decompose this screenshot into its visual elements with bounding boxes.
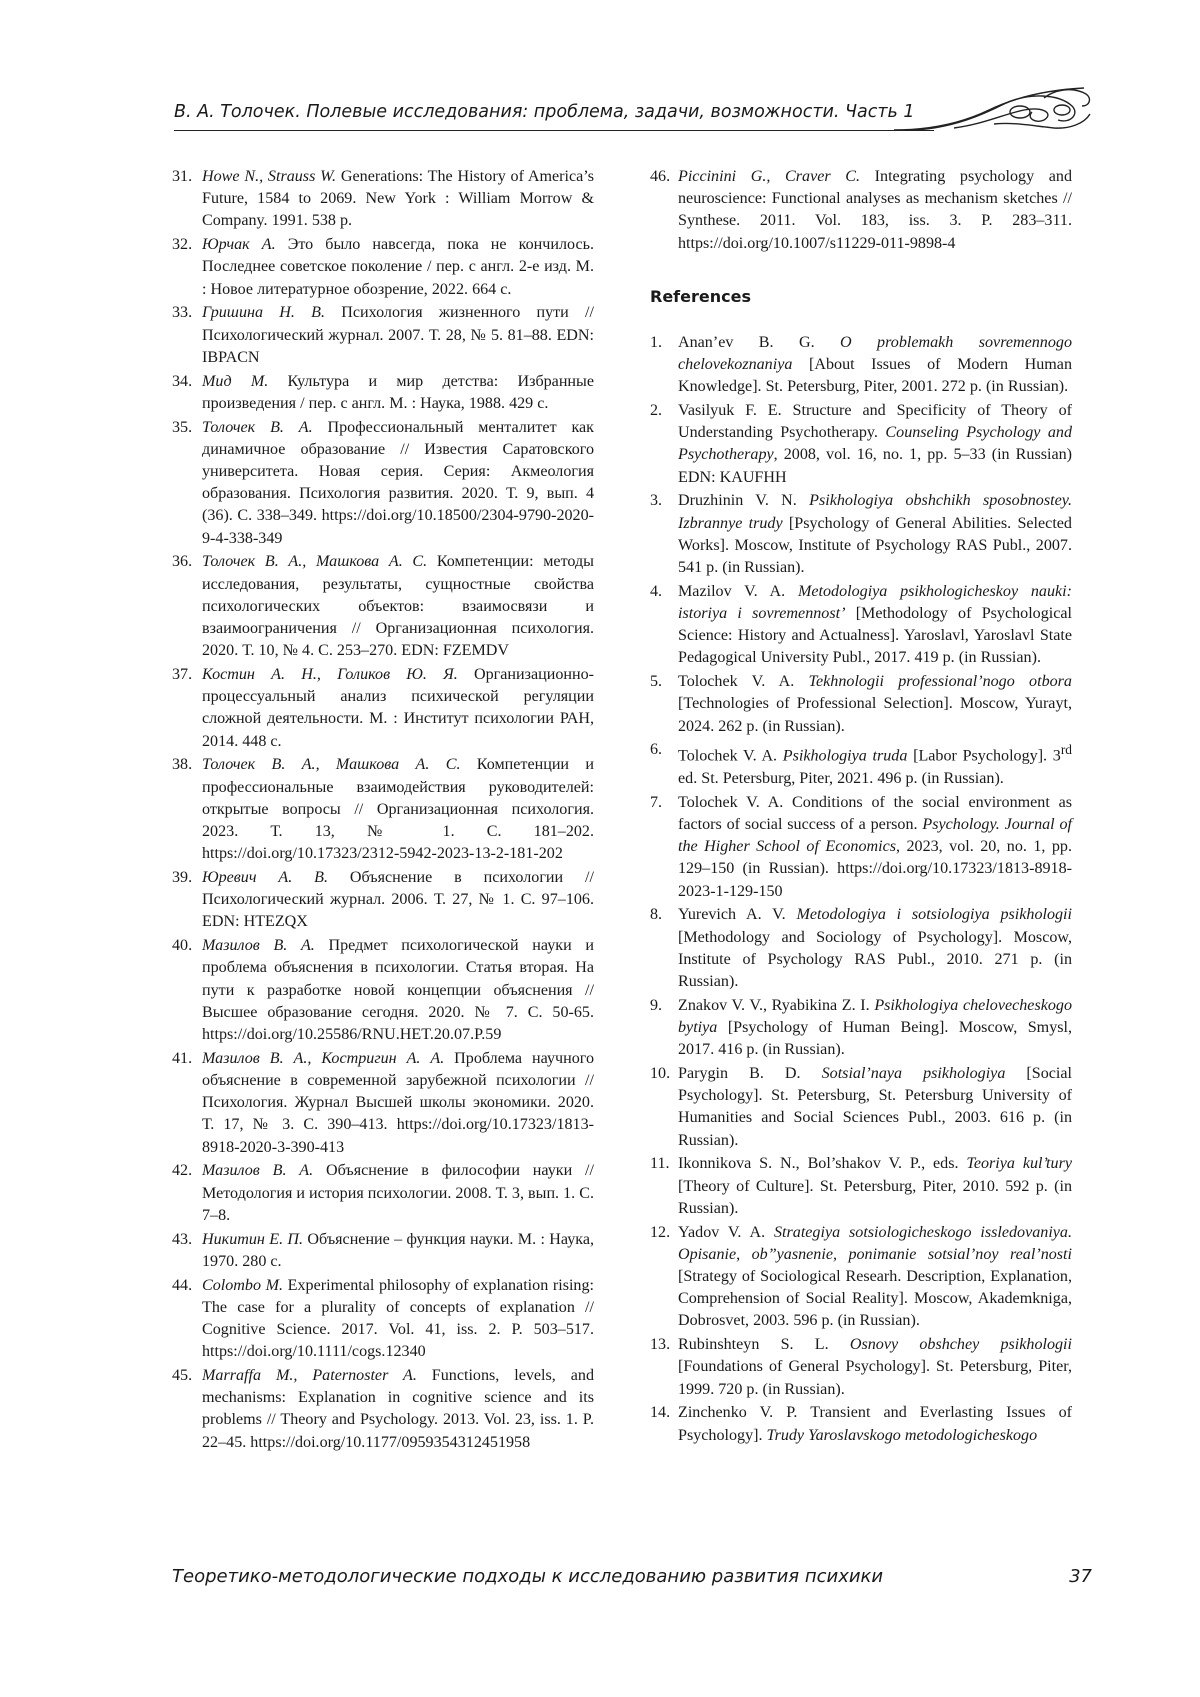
reference-pre: Tolochek V. A. xyxy=(678,673,809,690)
running-header xyxy=(174,92,1092,134)
reference-number: 31. xyxy=(172,166,192,188)
reference-number: 2. xyxy=(650,400,662,422)
reference-number: 40. xyxy=(172,935,192,957)
reference-authors: Юрчак А. xyxy=(202,236,276,253)
reference-number: 38. xyxy=(172,754,192,776)
reference-title: Psikhologiya truda xyxy=(783,748,908,765)
header-rule xyxy=(174,130,934,131)
reference-text: Integrating psychology and neuroscience: Functional analyses as mechanism sketches // Synthese. 2011. Vol. 183, iss. 3. P. 283–311. https://doi.org/10.1007/s11229-011-9898-4 xyxy=(678,168,1072,252)
reference-number: 6. xyxy=(650,739,662,761)
reference-item xyxy=(172,417,594,550)
reference-item xyxy=(172,1048,594,1159)
reference-title: Teoriya kul’tury xyxy=(966,1155,1072,1172)
reference-item xyxy=(650,1153,1072,1220)
reference-authors: Гришина Н. В. xyxy=(202,304,325,321)
reference-text: Компетенции и профессиональные взаимодействия руководителей: открытые вопросы // Организационная психология. 2023. Т. 13, № 1. С. 181–202. https://doi.org/10.17323/2312-5942-2023-13-2-181-202 xyxy=(202,756,594,862)
reference-authors: Толочек В. А., Машкова А. С. xyxy=(202,756,460,773)
reference-post: [Foundations of General Psychology]. St. Petersburg, Piter, 1999. 720 p. (in Russian). xyxy=(678,1358,1072,1397)
references-heading: References xyxy=(650,287,1072,306)
reference-text: Объяснение в психологии // Психологический журнал. 2006. Т. 27, № 1. С. 97–106. EDN: HTEZQX xyxy=(202,869,594,930)
reference-number: 35. xyxy=(172,417,192,439)
reference-number: 8. xyxy=(650,904,662,926)
reference-pre: Tolochek V. A. Conditions of the social environment as factors of social success of a person. xyxy=(678,794,1072,833)
reference-authors: Marraffa M., Paternoster A. xyxy=(202,1367,417,1384)
reference-item xyxy=(650,1222,1072,1333)
reference-authors: Толочек В. А., Машкова А. С. xyxy=(202,553,427,570)
reference-authors: Мазилов В. А., Костригин А. А. xyxy=(202,1050,444,1067)
reference-item xyxy=(650,1402,1072,1446)
reference-pre: Zinchenko V. P. Transient and Everlasting Issues of Psychology]. xyxy=(678,1404,1072,1443)
reference-post: [Methodology and Sociology of Psychology]. Moscow, Institute of Psychology RAS Publ., 2010. 271 p. (in Russian). xyxy=(678,929,1072,990)
reference-item xyxy=(172,1160,594,1227)
reference-superscript: rd xyxy=(1061,742,1072,757)
reference-item xyxy=(650,1063,1072,1152)
reference-post: [About Issues of Modern Human Knowledge]. St. Petersburg, Piter, 2001. 272 p. (in Russian). xyxy=(678,356,1072,395)
reference-authors: Толочек В. А. xyxy=(202,419,313,436)
reference-authors: Юревич А. В. xyxy=(202,869,328,886)
reference-item xyxy=(650,904,1072,993)
reference-text: Проблема научного объяснение в современной зарубежной психологии // Психология. Журнал Высшей школы экономики. 2020. Т. 17, № 3. С. 390–413. https://doi.org/10.17323/1813-8918-2020-3-390-413 xyxy=(202,1050,594,1156)
reference-post: [Social Psychology]. St. Petersburg, St. Petersburg University of Humanities and Social Sciences Publ., 2003. 616 p. (in Russian). xyxy=(678,1065,1072,1149)
reference-pre: Mazilov V. A. xyxy=(678,583,798,600)
reference-title: O problemakh sovremennogo chelovekoznaniya xyxy=(678,334,1072,373)
reference-number: 37. xyxy=(172,664,192,686)
reference-text: Предмет психологической науки и проблема объяснения в психологии. Статья вторая. На пути к разработке новой концепции объяснения // Высшее образование сегодня. 2020. № 7. С. 50-65. https://doi.org/10.25586/RNU.HET.20.07.P.59 xyxy=(202,937,594,1043)
reference-item xyxy=(172,664,594,753)
reference-item xyxy=(650,739,1072,790)
reference-title: Trudy Yaroslavskogo metodologicheskogo xyxy=(767,1427,1038,1444)
reference-post: [Theory of Culture]. St. Petersburg, Piter, 2010. 592 p. (in Russian). xyxy=(678,1178,1072,1217)
reference-number: 33. xyxy=(172,302,192,324)
reference-text: Experimental philosophy of explanation rising: The case for a plurality of concepts of explanation // Cognitive Science. 2017. Vol. 41, iss. 2. P. 503–517. https://doi.org/10.1111/cogs.12340 xyxy=(202,1277,594,1361)
reference-number: 9. xyxy=(650,995,662,1017)
reference-item xyxy=(172,371,594,415)
reference-number: 12. xyxy=(650,1222,670,1244)
reference-number: 46. xyxy=(650,166,670,188)
reference-item xyxy=(172,935,594,1046)
reference-pre: Parygin B. D. xyxy=(678,1065,822,1082)
reference-number: 42. xyxy=(172,1160,192,1182)
running-footer xyxy=(172,1566,1092,1596)
reference-number: 11. xyxy=(650,1153,670,1175)
reference-title: Tekhnologii professional’nogo otbora xyxy=(809,673,1072,690)
reference-text: Психология жизненного пути // Психологический журнал. 2007. Т. 28, № 5. 81–88. EDN: IBPACN xyxy=(202,304,594,365)
reference-pre: Yurevich A. V. xyxy=(678,906,796,923)
reference-title: Metodologiya psikhologicheskoy nauki: istoriya i sovremennost’ xyxy=(678,583,1072,622)
reference-post: [Technologies of Professional Selection]. Moscow, Yurayt, 2024. 262 p. (in Russian). xyxy=(678,695,1072,734)
reference-item xyxy=(172,754,594,865)
right-column-references xyxy=(650,166,1072,1448)
journal-page xyxy=(0,0,1200,1697)
reference-number: 5. xyxy=(650,671,662,693)
reference-number: 44. xyxy=(172,1275,192,1297)
reference-authors: Piccinini G., Craver C. xyxy=(678,168,860,185)
reference-text: Это было навсегда, пока не кончилось. Последнее советское поколение / пер. с англ. 2-е изд. М. : Новое литературное обозрение, 2022. 664 с. xyxy=(202,236,594,297)
reference-text: Generations: The History of America’s Future, 1584 to 2069. New York : William Morrow & Company. 1991. 538 p. xyxy=(202,168,594,229)
reference-post: , 2023, vol. 20, no. 1, pp. 129–150 (in Russian). https://doi.org/10.17323/1813-8918-2023-1-129-150 xyxy=(678,838,1072,899)
reference-authors: Никитин Е. П. xyxy=(202,1231,303,1248)
left-column-references xyxy=(172,166,594,1455)
reference-number: 43. xyxy=(172,1229,192,1251)
reference-pre: Yadov V. A. xyxy=(678,1224,774,1241)
reference-item xyxy=(650,995,1072,1062)
reference-title: Psikhologiya obshchikh sposobnostey. Izbrannye trudy xyxy=(678,492,1072,531)
reference-text: Компетенции: методы исследования, результаты, сущностные свойства психологических объектов: взаимосвязи и взаимоограничения // Организационная психология. 2020. Т. 10, № 4. С. 253–270. EDN: FZEMDV xyxy=(202,553,594,659)
reference-post: [Strategy of Sociological Researh. Description, Explanation, Comprehension of Social Reality]. Moscow, Akademkniga, Dobrosvet, 2003. 596 p. (in Russian). xyxy=(678,1268,1072,1329)
reference-number: 41. xyxy=(172,1048,192,1070)
reference-pre: Druzhinin V. N. xyxy=(678,492,809,509)
reference-text: Functions, levels, and mechanisms: Explanation in cognitive science and its problems // Theory and Psychology. 2013. Vol. 23, iss. 1. P. 22–45. https://doi.org/10.1177/0959354312451958 xyxy=(202,1367,594,1451)
reference-pre: Znakov V. V., Ryabikina Z. I. xyxy=(678,997,874,1014)
reference-text: Профессиональный менталитет как динамичное образование // Известия Саратовского университета. Новая серия. Серия: Акмеология образования. Психология развития. 2020. Т. 9, вып. 4 (36). С. 338–349. https://doi.org/10.18500/2304-9790-2020-9-4-338-349 xyxy=(202,419,594,547)
reference-pre: Tolochek V. A. xyxy=(678,748,783,765)
reference-authors: Мазилов В. А. xyxy=(202,937,315,954)
reference-number: 4. xyxy=(650,581,662,603)
reference-title: Counseling Psychology and Psychotherapy xyxy=(678,424,1072,463)
reference-item xyxy=(172,867,594,934)
reference-item xyxy=(650,671,1072,738)
reference-authors: Colombo M. xyxy=(202,1277,283,1294)
reference-number: 13. xyxy=(650,1334,670,1356)
reference-post: [Labor Psychology]. 3 xyxy=(907,748,1060,765)
reference-text: Объяснение в философии науки // Методология и история психологии. 2008. Т. 3, вып. 1. С. 7–8. xyxy=(202,1162,594,1223)
reference-pre: Anan’ev B. G. xyxy=(678,334,840,351)
reference-title: Metodologiya i sotsiologiya psikhologii xyxy=(796,906,1072,923)
reference-post: [Psychology of Human Being]. Moscow, Smysl, 2017. 416 p. (in Russian). xyxy=(678,1019,1072,1058)
reference-number: 14. xyxy=(650,1402,670,1424)
reference-pre: Ikonnikova S. N., Bol’shakov V. P., eds. xyxy=(678,1155,966,1172)
reference-number: 3. xyxy=(650,490,662,512)
reference-title: Osnovy obshchey psikhologii xyxy=(850,1336,1072,1353)
reference-item xyxy=(650,490,1072,579)
reference-number: 39. xyxy=(172,867,192,889)
page-number: 37 xyxy=(1069,1566,1092,1587)
reference-item xyxy=(650,792,1072,903)
reference-item xyxy=(650,400,1072,489)
reference-title: Strategiya sotsiologicheskogo issledovaniya. Opisanie, ob”yasnenie, ponimanie sotsial’noy real’nosti xyxy=(678,1224,1072,1263)
reference-authors: Мид М. xyxy=(202,373,268,390)
reference-post: [Methodology of Psychological Science: History and Actualness]. Yaroslavl, Yaroslavl State Pedagogical University Publ., 2017. 419 p. (in Russian). xyxy=(678,605,1072,666)
reference-post2: ed. St. Petersburg, Piter, 2021. 496 p. (in Russian). xyxy=(678,770,1004,787)
reference-item xyxy=(650,1334,1072,1401)
reference-pre: Vasilyuk F. E. Structure and Specificity of Theory of Understanding Psychotherapy. xyxy=(678,402,1072,441)
reference-post: [Psychology of General Abilities. Selected Works]. Moscow, Institute of Psychology RAS Publ., 2007. 541 p. (in Russian). xyxy=(678,515,1072,576)
reference-item xyxy=(650,166,1072,255)
footer-title: Теоретико-методологические подходы к исследованию развития психики xyxy=(172,1566,883,1587)
reference-text: Культура и мир детства: Избранные произведения / пер. с англ. М. : Наука, 1988. 429 с. xyxy=(202,373,594,412)
reference-text: Объяснение – функция науки. М. : Наука, 1970. 280 с. xyxy=(202,1231,594,1270)
reference-title: Sotsial’naya psikhologiya xyxy=(822,1065,1006,1082)
reference-item xyxy=(172,1229,594,1273)
reference-item xyxy=(650,581,1072,670)
header-title: В. А. Толочек. Полевые исследования: проблема, задачи, возможности. Часть 1 xyxy=(174,102,915,122)
reference-item xyxy=(172,1365,594,1454)
reference-number: 1. xyxy=(650,332,662,354)
reference-post: , 2008, vol. 16, no. 1, pp. 5–33 (in Russian) EDN: KAUFHH xyxy=(678,446,1072,485)
reference-number: 32. xyxy=(172,234,192,256)
reference-title: Psychology. Journal of the Higher School of Economics xyxy=(678,816,1072,855)
decorative-swirl-icon xyxy=(894,84,1094,136)
reference-authors: Howe N., Strauss W. xyxy=(202,168,336,185)
reference-number: 10. xyxy=(650,1063,670,1085)
reference-authors: Костин А. Н., Голиков Ю. Я. xyxy=(202,666,458,683)
reference-item xyxy=(172,551,594,662)
reference-number: 34. xyxy=(172,371,192,393)
reference-title: Psikhologiya chelovecheskogo bytiya xyxy=(678,997,1072,1036)
reference-item xyxy=(172,302,594,369)
reference-pre: Rubinshteyn S. L. xyxy=(678,1336,850,1353)
reference-item xyxy=(650,332,1072,399)
reference-number: 7. xyxy=(650,792,662,814)
reference-number: 45. xyxy=(172,1365,192,1387)
reference-number: 36. xyxy=(172,551,192,573)
reference-item xyxy=(172,1275,594,1364)
reference-authors: Мазилов В. А. xyxy=(202,1162,313,1179)
reference-text: Организационно-процессуальный анализ психической регуляции сложной деятельности. М. : Институт психологии РАН, 2014. 448 с. xyxy=(202,666,594,750)
reference-item xyxy=(172,166,594,233)
reference-item xyxy=(172,234,594,301)
